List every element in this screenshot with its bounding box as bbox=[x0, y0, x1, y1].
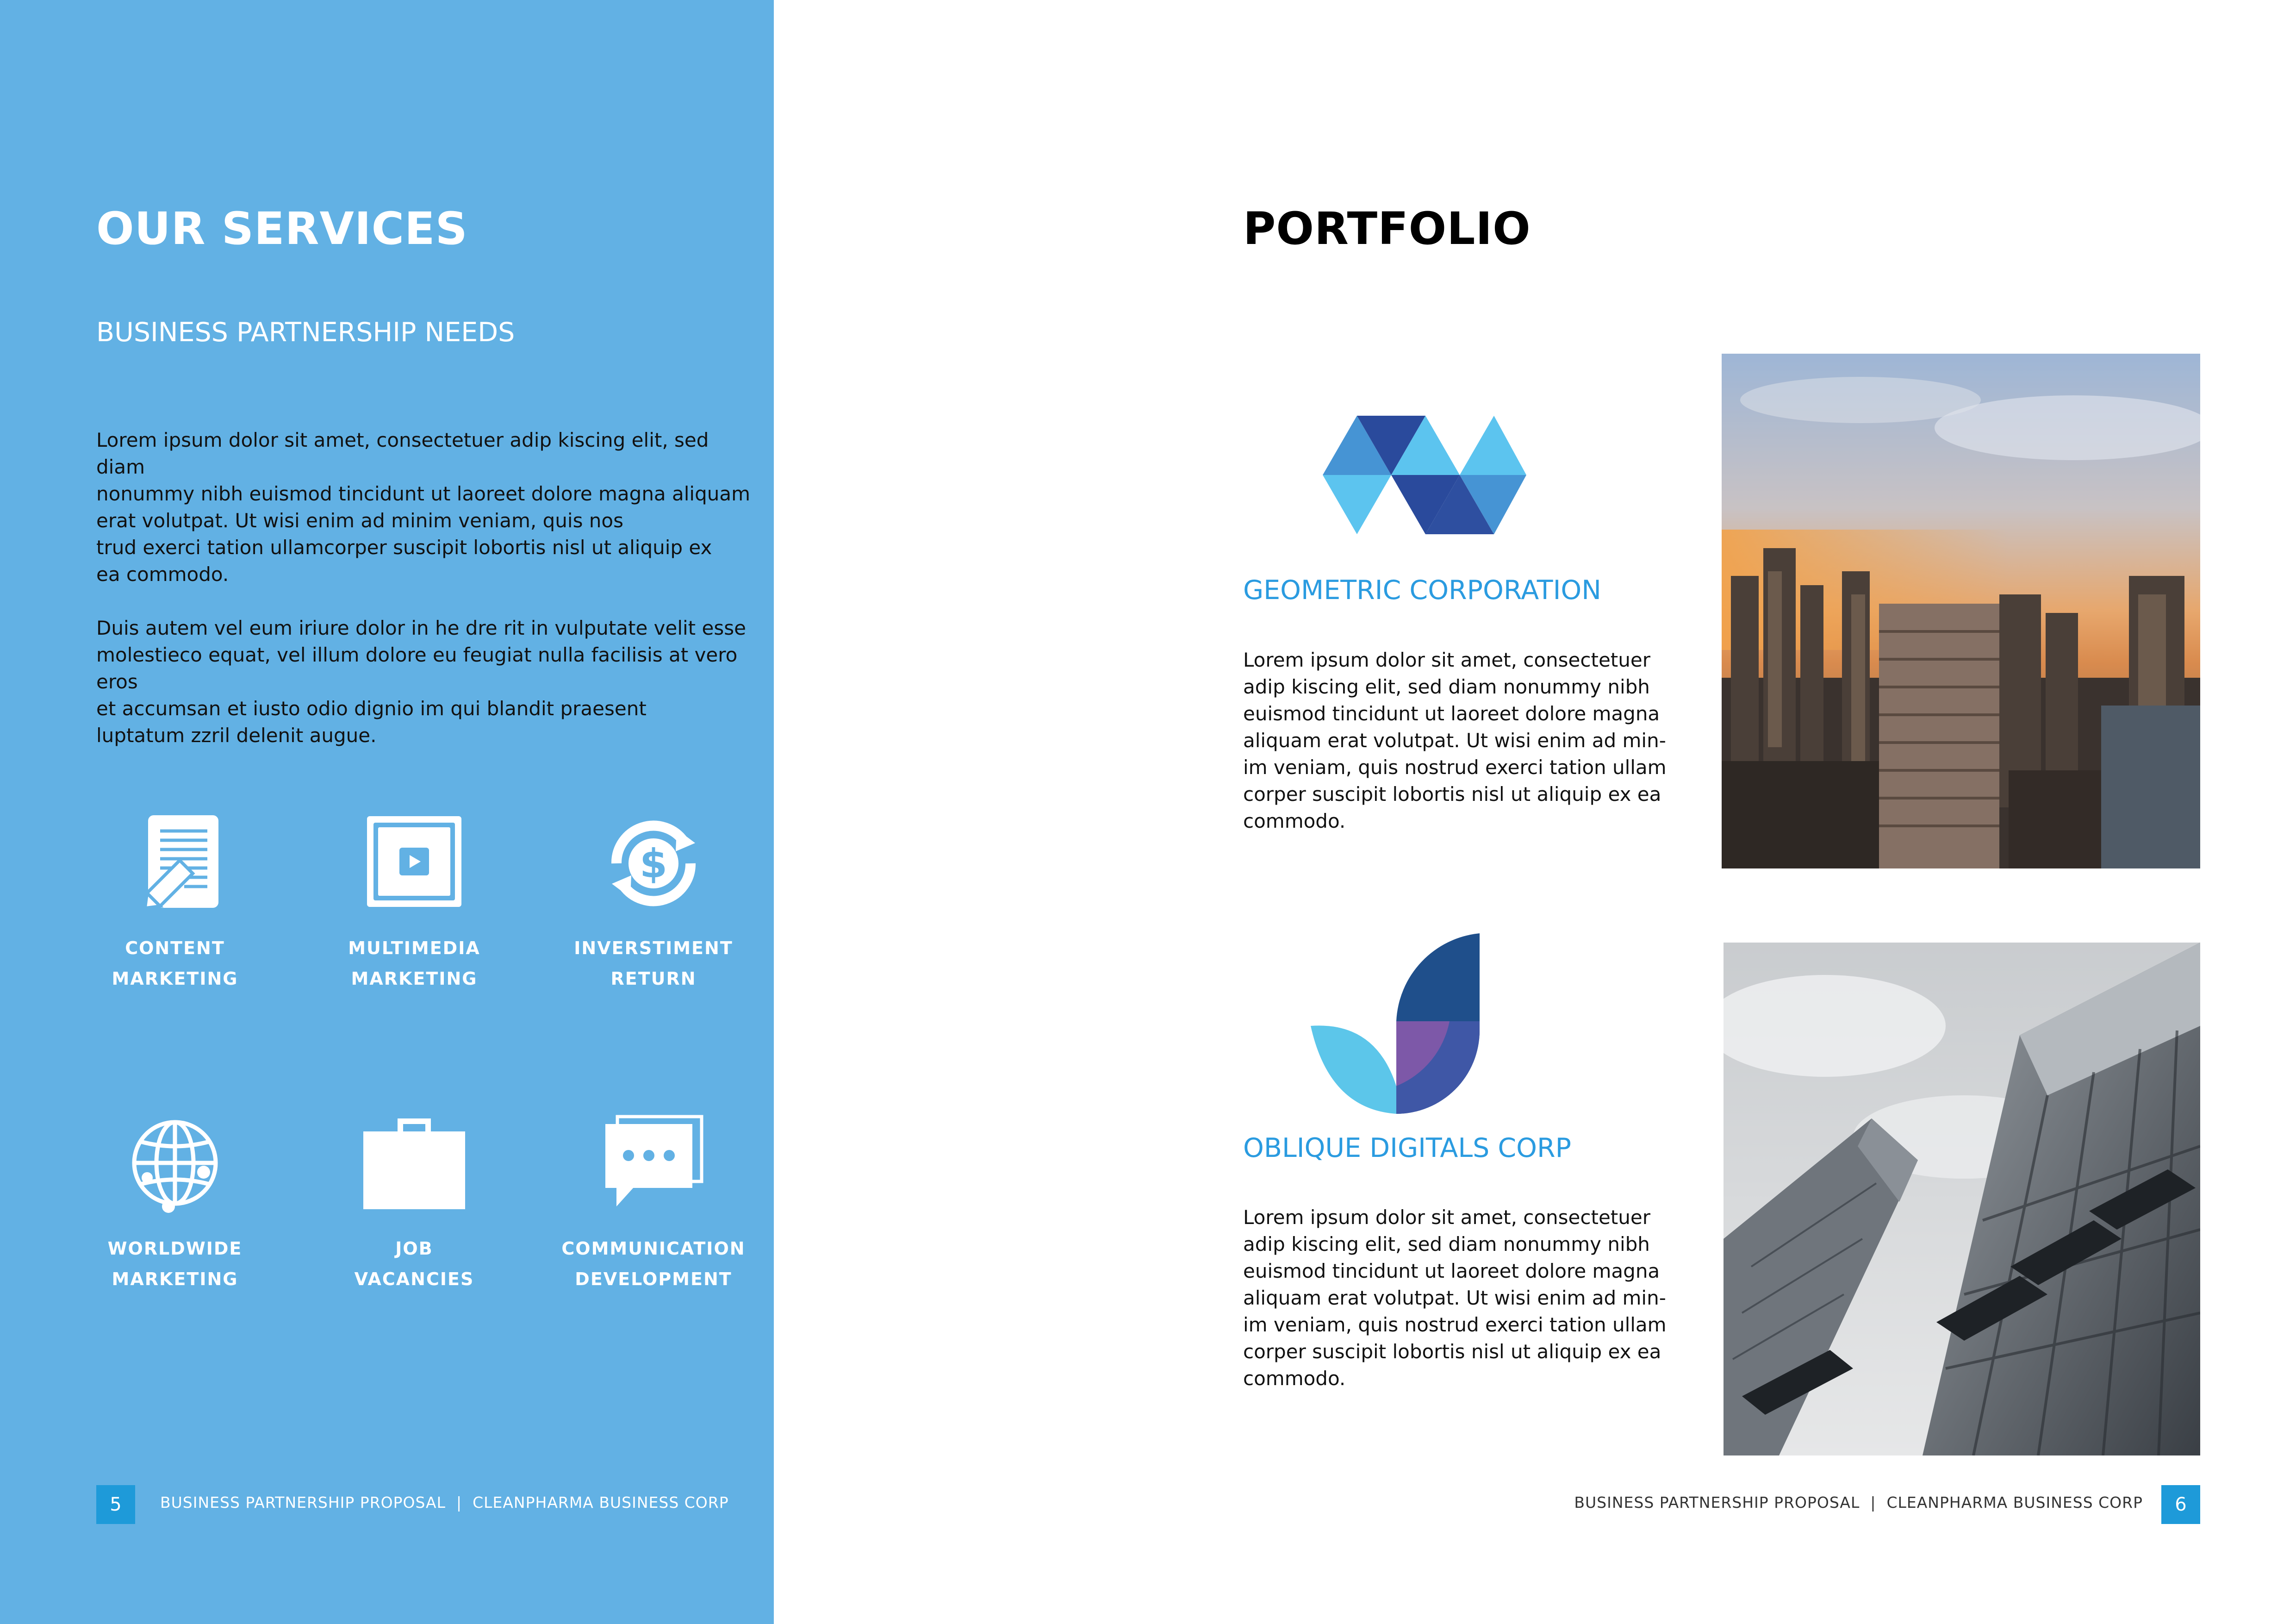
portfolio-name-1: GEOMETRIC CORPORATION bbox=[1243, 575, 1601, 606]
briefcase-icon bbox=[363, 1113, 465, 1215]
service-label: JOB VACANCIES bbox=[354, 1238, 474, 1289]
portfolio-description-1: Lorem ipsum dolor sit amet, consectetuer adip kiscing elit, sed diam nonummy nibh euismod tincidunt ut laoreet dolore magna aliquam erat volutpat. Ut wisi enim ad min- im veniam, quis nostrud exerci tation ullam corper suscipit lobortis nisl ut aliquip ex ea commodo. bbox=[1243, 649, 1667, 832]
service-communication-development bbox=[556, 1113, 751, 1294]
page-number-6: 6 bbox=[2161, 1485, 2200, 1524]
leaf-petals-logo bbox=[1311, 933, 1482, 1114]
services-subtitle: BUSINESS PARTNERSHIP NEEDS bbox=[96, 317, 515, 348]
globe-network-icon bbox=[124, 1113, 226, 1215]
portfolio-description-2: Lorem ipsum dolor sit amet, consectetuer adip kiscing elit, sed diam nonummy nibh euismod tincidunt ut laoreet dolore magna aliquam erat volutpat. Ut wisi enim ad min- im veniam, quis nostrud exerci tation ullam corper suscipit lobortis nisl ut aliquip ex ea commodo. bbox=[1243, 1206, 1667, 1390]
intro-paragraph-1: Lorem ipsum dolor sit amet, consectetuer adip kiscing elit, sed diam nonummy nibh euismod tincidunt ut laoreet dolore magna aliquam erat volutpat. Ut wisi enim ad minim veniam, quis nos trud exerci tation ullamcorper suscipit lobortis nisl ut aliquip ex ea commodo. bbox=[96, 429, 751, 586]
services-title: OUR SERVICES bbox=[96, 203, 468, 255]
page-number-5: 5 bbox=[96, 1485, 135, 1524]
service-investment-return bbox=[556, 812, 751, 994]
glass-skyscraper-photo bbox=[1724, 943, 2200, 1455]
intro-paragraph-2: Duis autem vel eum iriure dolor in he dre rit in vulputate velit esse molestieco equat, vel illum dolore eu feugiat nulla facilisis at vero eros et accumsan et iusto odio dignio im qui blandit praesent luptatum zzril delenit augue. bbox=[96, 617, 746, 747]
services-intro bbox=[96, 427, 753, 776]
service-worldwide-marketing bbox=[78, 1113, 272, 1294]
svg-text:$: $ bbox=[640, 841, 667, 887]
video-play-icon bbox=[363, 812, 465, 914]
dollar-cycle-icon bbox=[603, 812, 704, 914]
footer-text-right: BUSINESS PARTNERSHIP PROPOSAL | CLEANPHARMA BUSINESS CORP bbox=[1574, 1493, 2143, 1512]
service-label: CONTENT MARKETING bbox=[112, 938, 238, 989]
service-label: COMMUNICATION DEVELOPMENT bbox=[561, 1238, 746, 1289]
service-label: WORLDWIDE MARKETING bbox=[107, 1238, 243, 1289]
geometric-triangles-logo bbox=[1323, 416, 1526, 534]
service-job-vacancies bbox=[317, 1113, 511, 1294]
portfolio-name-2: OBLIQUE DIGITALS CORP bbox=[1243, 1133, 1572, 1163]
city-skyline-sunset-photo bbox=[1722, 354, 2200, 868]
service-label: MULTIMEDIA MARKETING bbox=[348, 938, 480, 989]
footer-text-left: BUSINESS PARTNERSHIP PROPOSAL | CLEANPHARMA BUSINESS CORP bbox=[160, 1493, 729, 1512]
service-multimedia-marketing bbox=[317, 812, 511, 994]
chat-bubbles-icon bbox=[603, 1113, 704, 1215]
service-label: INVERSTIMENT RETURN bbox=[574, 938, 733, 989]
portfolio-title: PORTFOLIO bbox=[1243, 203, 1531, 255]
service-content-marketing bbox=[78, 812, 272, 994]
document-pencil-icon bbox=[124, 812, 226, 914]
